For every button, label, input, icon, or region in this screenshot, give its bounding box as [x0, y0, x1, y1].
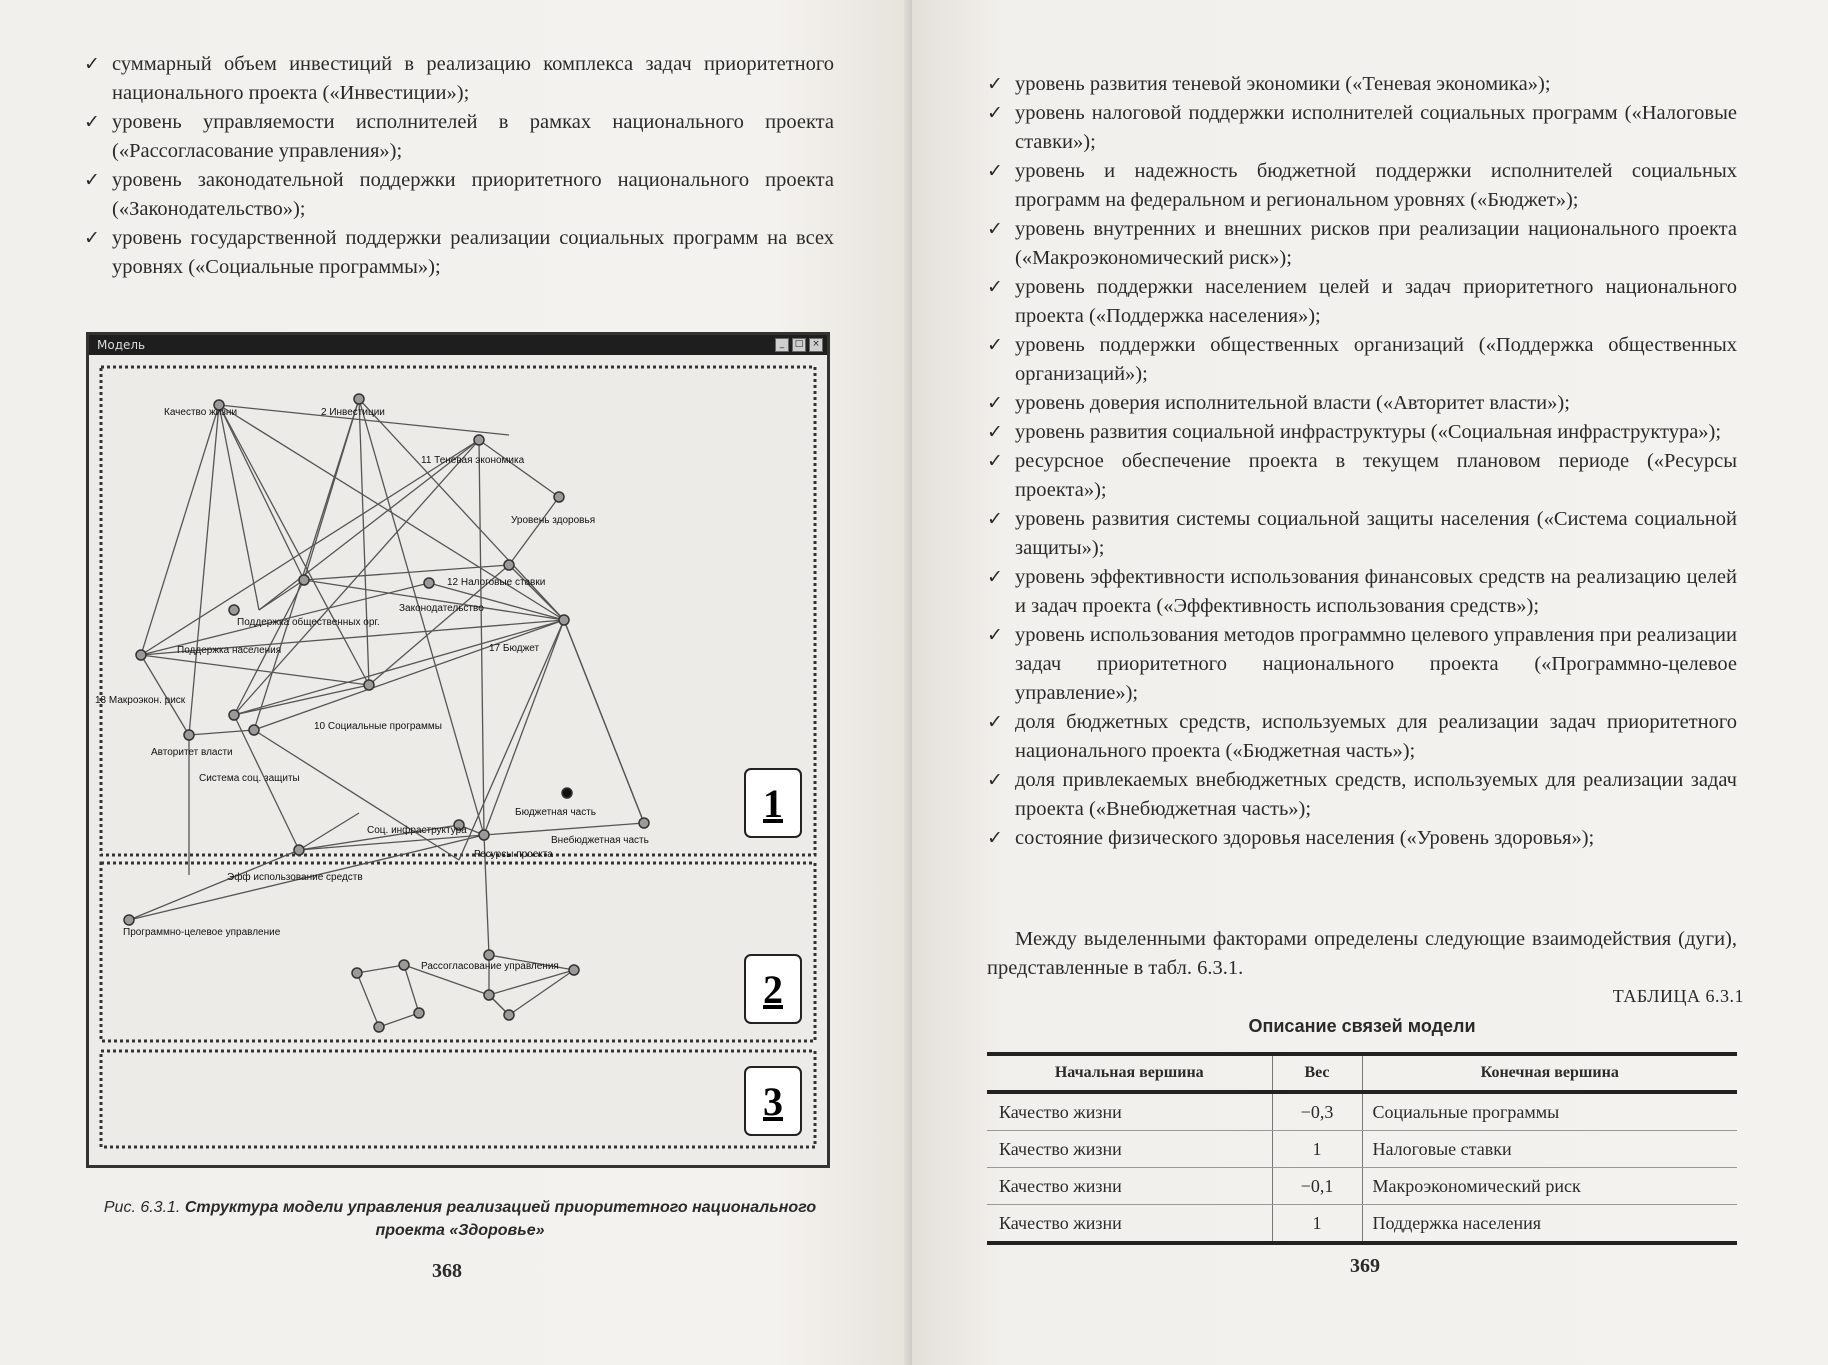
list-item-text: уровень государственной поддержки реализации социальных программ на всех уровнях («Социальные программы»); — [112, 227, 834, 278]
check-icon: ✓ — [987, 73, 1003, 95]
node-label: Эфф использование средств — [227, 872, 363, 883]
list-item — [987, 99, 1737, 157]
list-item-text: уровень внутренних и внешних рисков при реализации национального проекта («Макроэкономический риск»); — [1015, 218, 1737, 269]
left-page — [0, 0, 912, 1365]
table-title: Описание связей модели — [1248, 1016, 1476, 1036]
node-label: Качество жизни — [164, 407, 238, 418]
list-item-text: доля привлекаемых внебюджетных средств, используемых для реализации задач проекта («Внебюджетная часть»); — [1015, 769, 1737, 820]
list-item-text: уровень поддержки населением целей и задач приоритетного национального проекта («Поддержка населения»); — [1015, 276, 1737, 327]
check-icon: ✓ — [987, 392, 1003, 414]
list-item — [987, 505, 1737, 563]
minimize-icon[interactable]: _ — [775, 338, 789, 352]
list-item — [987, 157, 1737, 215]
list-item-text: уровень развития системы социальной защиты населения («Система социальной защиты»); — [1015, 508, 1737, 559]
check-icon: ✓ — [987, 769, 1003, 791]
zone-2-frame — [101, 863, 815, 1041]
list-item-text: уровень использования методов программно целевого управления при реализации задач приоритетного национального проекта («Программно-целевое управление»); — [1015, 624, 1737, 704]
table-cell: 1 — [1272, 1205, 1362, 1244]
list-item — [84, 224, 834, 282]
node-label: Внебюджетная часть — [551, 835, 649, 846]
check-icon: ✓ — [987, 276, 1003, 298]
list-item — [987, 215, 1737, 273]
list-item-text: состояние физического здоровья населения («Уровень здоровья»); — [1015, 827, 1595, 849]
zone-2-label: 2 — [763, 967, 783, 1012]
table-label: ТАБЛИЦА 6.3.1 — [1612, 986, 1744, 1006]
node-label: Соц. инфраструктура — [367, 825, 467, 836]
check-icon: ✓ — [987, 827, 1003, 849]
table-cell: Качество жизни — [987, 1205, 1272, 1244]
window-controls — [775, 338, 827, 352]
list-item-text: уровень и надежность бюджетной поддержки исполнителей социальных программ на федеральном и региональном уровнях («Бюджет»); — [1015, 160, 1737, 211]
node-label: 17 Бюджет — [489, 643, 540, 654]
table-row — [987, 1092, 1737, 1131]
table-row — [987, 1131, 1737, 1168]
table-row — [987, 1168, 1737, 1205]
column-header: Вес — [1272, 1054, 1362, 1092]
node-label: 13 Макроэкон. риск — [95, 695, 186, 706]
list-item-text: ресурсное обеспечение проекта в текущем плановом периоде («Ресурсы проекта»); — [1015, 450, 1737, 501]
check-icon: ✓ — [84, 53, 100, 75]
table-cell: Макроэкономический риск — [1362, 1168, 1737, 1205]
table-cell: Поддержка населения — [1362, 1205, 1737, 1244]
node-label: Авторитет власти — [151, 747, 233, 758]
check-icon: ✓ — [987, 334, 1003, 356]
figure-caption — [100, 1196, 820, 1242]
table-cell: Качество жизни — [987, 1168, 1272, 1205]
list-item — [987, 273, 1737, 331]
list-item-text: уровень законодательной поддержки приоритетного национального проекта («Законодательство»); — [112, 169, 834, 220]
list-item-text: суммарный объем инвестиций в реализацию комплекса задач приоритетного национального проекта («Инвестиции»); — [112, 53, 834, 104]
table-header-row — [987, 1054, 1737, 1092]
table-cell: Качество жизни — [987, 1131, 1272, 1168]
list-item — [987, 389, 1737, 418]
list-item — [987, 70, 1737, 99]
list-item-text: уровень развития социальной инфраструктуры («Социальная инфраструктура»); — [1015, 421, 1722, 443]
node-label: Бюджетная часть — [515, 807, 597, 818]
table-cell: Налоговые ставки — [1362, 1131, 1737, 1168]
node-label: Программно-целевое управление — [123, 927, 281, 938]
page-number: 368 — [432, 1260, 462, 1282]
column-header: Конечная вершина — [1362, 1054, 1737, 1092]
model-window — [86, 332, 830, 1168]
node-label: 11 Теневая экономика — [421, 455, 525, 466]
list-item-text: уровень эффективности использования финансовых средств на реализацию целей и задач проекта («Эффективность использования средств»); — [1015, 566, 1737, 617]
check-icon: ✓ — [987, 450, 1003, 472]
right-bullet-list — [987, 70, 1737, 853]
zone-1-label: 1 — [763, 781, 783, 826]
node-label: Законодательство — [399, 603, 484, 614]
list-item-text: уровень поддержки общественных организаций («Поддержка общественных организаций»); — [1015, 334, 1737, 385]
check-icon: ✓ — [987, 624, 1003, 646]
list-item — [84, 108, 834, 166]
node-label: Ресурсы проекта — [474, 849, 553, 860]
list-item — [987, 766, 1737, 824]
list-item — [987, 447, 1737, 505]
list-item — [84, 50, 834, 108]
table-cell: 1 — [1272, 1131, 1362, 1168]
list-item-text: уровень налоговой поддержки исполнителей социальных программ («Налоговые ставки»); — [1015, 102, 1737, 153]
check-icon: ✓ — [987, 566, 1003, 588]
list-item — [987, 418, 1737, 447]
window-title: Модель — [97, 338, 146, 352]
column-header: Начальная вершина — [987, 1054, 1272, 1092]
check-icon: ✓ — [987, 508, 1003, 530]
list-item-text: уровень развития теневой экономики («Теневая экономика»); — [1015, 73, 1551, 95]
list-item — [987, 621, 1737, 708]
check-icon: ✓ — [987, 421, 1003, 443]
node-label: Поддержка общественных орг. — [237, 617, 380, 628]
node-label: Уровень здоровья — [511, 515, 596, 526]
list-item — [84, 166, 834, 224]
window-titlebar — [89, 335, 827, 355]
body-paragraph: Между выделенными факторами определены следующие взаимодействия (дуги), представленные в табл. 6.3.1. — [987, 927, 1737, 979]
close-icon[interactable]: × — [809, 338, 823, 352]
check-icon: ✓ — [987, 711, 1003, 733]
table-row — [987, 1205, 1737, 1244]
page-number: 369 — [1350, 1255, 1380, 1277]
list-item — [987, 708, 1737, 766]
list-item — [987, 331, 1737, 389]
model-graph — [89, 355, 827, 1165]
zone-3-label: 3 — [763, 1079, 783, 1124]
node-label: Система соц. защиты — [199, 773, 300, 784]
list-item — [987, 824, 1737, 853]
table-cell: Социальные программы — [1362, 1092, 1737, 1131]
check-icon: ✓ — [987, 218, 1003, 240]
links-table — [987, 1052, 1737, 1245]
list-item-text: доля бюджетных средств, используемых для реализации задач приоритетного национального проекта («Бюджетная часть»); — [1015, 711, 1737, 762]
list-item-text: уровень доверия исполнительной власти («Авторитет власти»); — [1015, 392, 1570, 414]
node-label: 12 Налоговые ставки — [447, 577, 546, 588]
figure-number: Рис. 6.3.1. — [103, 1199, 181, 1216]
node-label: Поддержка населения — [177, 645, 282, 656]
check-icon: ✓ — [84, 227, 100, 249]
check-icon: ✓ — [84, 111, 100, 133]
left-bullet-list — [84, 50, 834, 282]
list-item-text: уровень управляемости исполнителей в рамках национального проекта («Рассогласование управления»); — [112, 111, 834, 162]
check-icon: ✓ — [84, 169, 100, 191]
zone-3-frame — [101, 1051, 815, 1147]
figure-title: Структура модели управления реализацией приоритетного национального проекта «Здоровье» — [184, 1199, 817, 1239]
node-label: Рассогласование управления — [421, 961, 559, 972]
table-cell: −0,1 — [1272, 1168, 1362, 1205]
check-icon: ✓ — [987, 102, 1003, 124]
check-icon: ✓ — [987, 160, 1003, 182]
right-page — [912, 0, 1828, 1365]
table-cell: −0,3 — [1272, 1092, 1362, 1131]
list-item — [987, 563, 1737, 621]
maximize-icon[interactable]: □ — [792, 338, 806, 352]
table-cell: Качество жизни — [987, 1092, 1272, 1131]
node-label: 10 Социальные программы — [314, 721, 442, 732]
node-label: 2 Инвестиции — [321, 407, 385, 418]
